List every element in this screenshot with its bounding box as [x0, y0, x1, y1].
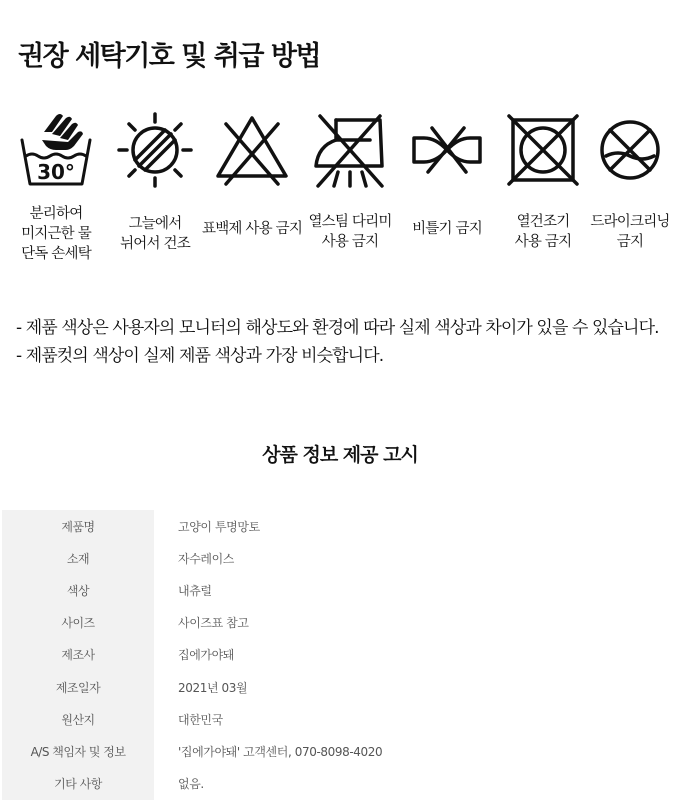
table-row	[2, 607, 680, 639]
note-line: - 제품 색상은 사용자의 모니터의 해상도와 환경에 따라 실제 색상과 차이가 있을 수 있습니다.	[16, 318, 659, 338]
table-row	[2, 542, 680, 574]
info-value: 사이즈표 참고	[178, 616, 249, 631]
care-label-line: 열스팀 다리미	[308, 214, 392, 230]
care-label-line: 그늘에서	[128, 216, 182, 232]
shade-dry-icon	[115, 110, 195, 190]
care-item-no-wring	[404, 110, 490, 239]
care-item-no-steam-iron	[304, 110, 396, 252]
info-value: 내츄럴	[178, 583, 212, 598]
care-item-no-tumble-dry	[500, 110, 586, 252]
note-line: - 제품컷의 색상이 실제 제품 색상과 가장 비슷합니다.	[16, 346, 384, 366]
care-item-no-bleach	[202, 110, 302, 239]
care-symbols-row	[0, 110, 680, 280]
care-label-line: 비틀기 금지	[412, 221, 482, 237]
care-label-line: 뉘어서 건조	[120, 236, 190, 252]
care-label-line: 열건조기	[516, 214, 570, 230]
care-item-hand-wash	[12, 110, 100, 264]
no-dry-clean-icon	[590, 110, 670, 190]
notes	[16, 314, 659, 370]
care-label-line: 표백제 사용 금지	[202, 221, 303, 237]
care-label-line: 미지근한 물	[21, 226, 91, 242]
table-row	[2, 703, 680, 735]
info-key: 소재	[2, 542, 154, 574]
info-table	[2, 510, 680, 800]
info-value: 집에가야돼	[178, 648, 234, 663]
info-key: A/S 책임자 및 정보	[2, 735, 154, 767]
care-label-line: 분리하여	[29, 206, 83, 222]
care-label-line: 사용 금지	[321, 234, 379, 250]
care-label-line: 단독 손세탁	[21, 246, 91, 262]
no-tumble-dry-icon	[503, 110, 583, 190]
info-value: 자수레이스	[178, 551, 234, 566]
care-label-line: 금지	[616, 234, 644, 250]
info-key: 제품명	[2, 510, 154, 542]
table-row	[2, 671, 680, 703]
svg-text:30°: 30°	[37, 160, 75, 184]
care-title: 권장 세탁기호 및 취급 방법	[18, 41, 321, 72]
info-title: 상품 정보 제공 고시	[262, 444, 418, 466]
hand-wash-30-icon	[16, 110, 96, 190]
care-item-shade-dry	[112, 110, 198, 254]
table-row	[2, 574, 680, 606]
info-key: 제조일자	[2, 671, 154, 703]
info-value: '집에가야돼' 고객센터, 070-8098-4020	[178, 744, 383, 759]
table-row	[2, 639, 680, 671]
no-bleach-icon	[212, 110, 292, 190]
info-value: 2021년 03월	[178, 680, 248, 695]
info-key: 색상	[2, 574, 154, 606]
care-item-no-dry-clean	[586, 110, 674, 252]
care-label-line: 드라이크리닝	[590, 214, 670, 230]
info-key: 제조사	[2, 639, 154, 671]
info-value: 없음.	[178, 777, 204, 792]
table-row	[2, 510, 680, 542]
table-row	[2, 768, 680, 800]
no-wring-icon	[406, 110, 488, 190]
info-value: 대한민국	[178, 712, 223, 727]
care-label-line: 사용 금지	[514, 234, 572, 250]
info-value: 고양이 투명망토	[178, 519, 260, 534]
info-key: 사이즈	[2, 607, 154, 639]
table-row	[2, 735, 680, 767]
no-steam-iron-icon	[310, 110, 390, 190]
info-key: 기타 사항	[2, 768, 154, 800]
info-key: 원산지	[2, 703, 154, 735]
